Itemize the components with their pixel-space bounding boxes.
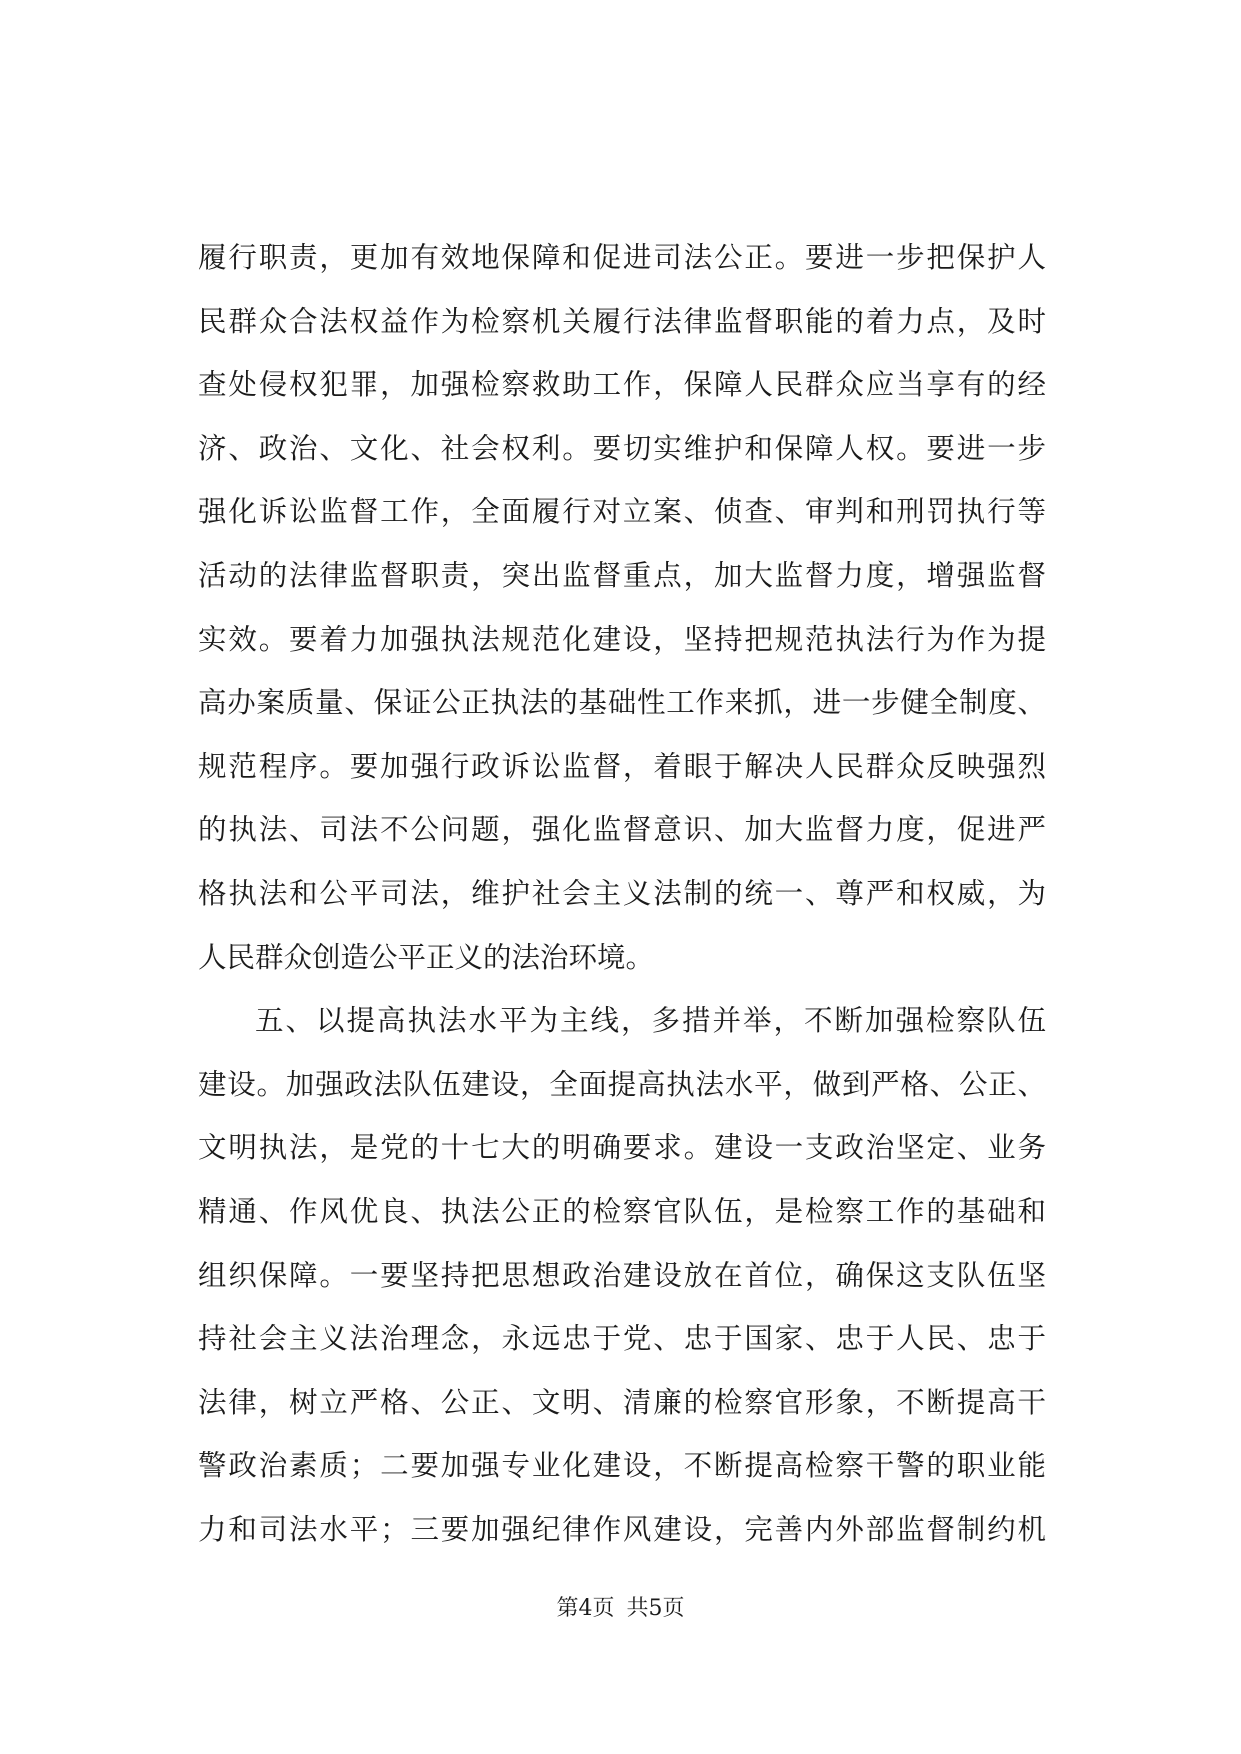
- document-body: [198, 226, 1046, 1561]
- text-line: 文明执法，是党的十七大的明确要求。建设一支政治坚定、业务: [198, 1131, 1046, 1165]
- text-line: 民群众合法权益作为检察机关履行法律监督职能的着力点，及时: [198, 304, 1046, 338]
- text-line: 持社会主义法治理念，永远忠于党、忠于国家、忠于人民、忠于: [198, 1322, 1046, 1356]
- page-number: 第4页: [556, 1596, 615, 1621]
- text-line: 力和司法水平；三要加强纪律作风建设，完善内外部监督制约机: [198, 1512, 1046, 1546]
- text-line: 组织保障。一要坚持把思想政治建设放在首位，确保这支队伍坚: [198, 1258, 1046, 1292]
- page-footer: [0, 1594, 1241, 1624]
- text-line: 警政治素质；二要加强专业化建设，不断提高检察干警的职业能: [198, 1449, 1046, 1483]
- text-line: 规范程序。要加强行政诉讼监督，着眼于解决人民群众反映强烈: [198, 749, 1046, 783]
- text-line: 高办案质量、保证公正执法的基础性工作来抓，进一步健全制度、: [198, 686, 1046, 720]
- text-line: 履行职责，更加有效地保障和促进司法公正。要进一步把保护人: [198, 241, 1046, 274]
- text-line: 济、政治、文化、社会权利。要切实维护和保障人权。要进一步: [198, 431, 1046, 465]
- text-line: 查处侵权犯罪，加强检察救助工作，保障人民群众应当享有的经: [198, 368, 1046, 402]
- text-line: 格执法和公平司法，维护社会主义法制的统一、尊严和权威，为: [198, 876, 1046, 910]
- text-line: 活动的法律监督职责，突出监督重点，加大监督力度，增强监督: [198, 558, 1046, 592]
- text-line: 实效。要着力加强执法规范化建设，坚持把规范执法行为作为提: [198, 622, 1046, 656]
- text-line: 精通、作风优良、执法公正的检察官队伍，是检察工作的基础和: [198, 1194, 1046, 1228]
- text-line: 的执法、司法不公问题，强化监督意识、加大监督力度，促进严: [198, 813, 1046, 847]
- page-total: 共5页: [626, 1596, 685, 1621]
- text-line: 建设。加强政法队伍建设，全面提高执法水平，做到严格、公正、: [198, 1067, 1046, 1101]
- section-heading-line: 五、以提高执法水平为主线，多措并举，不断加强检察队伍: [255, 1004, 1046, 1038]
- paragraph-end-line: 人民群众创造公平正义的法治环境。: [198, 940, 655, 974]
- text-line: 强化诉讼监督工作，全面履行对立案、侦查、审判和刑罚执行等: [198, 495, 1046, 529]
- text-line: 法律，树立严格、公正、文明、清廉的检察官形象，不断提高干: [198, 1385, 1046, 1419]
